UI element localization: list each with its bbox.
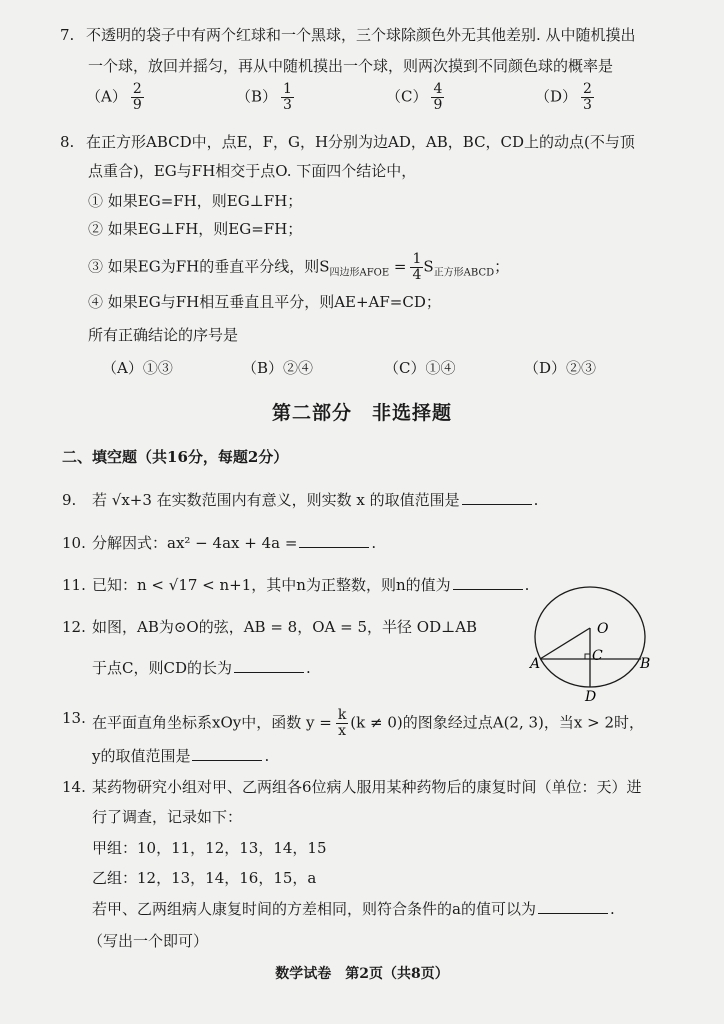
section-title: 第二部分 非选择题 (271, 402, 452, 424)
q8-conclusion-1: ① 如果EG=FH，则EG⊥FH； (88, 192, 303, 210)
q8-option-d: （D）②③ (524, 359, 597, 377)
label-c: C (592, 648, 603, 664)
q7-option-d: （D） $\frac{2}{3}$ (535, 81, 592, 113)
q10-text: 分解因式：ax² − 4ax + 4a = . (92, 534, 377, 552)
q14-line5: 若甲、乙两组病人康复时间的方差相同，则符合条件的a的值可以为 . (92, 900, 615, 918)
q12-line1: 如图，AB为⊙O的弦，AB = 8，OA = 5，半径 OD⊥AB (92, 618, 478, 636)
q8-conclusion-2: ② 如果EG⊥FH，则EG=FH； (88, 220, 303, 238)
q14-group-b: 乙组：12，13，14，16，15，a (92, 869, 317, 887)
q14-group-a: 甲组：10，11，12，13，14，15 (92, 839, 327, 857)
q8-option-c: （C）①④ (384, 359, 456, 377)
q8-conclusion-3: ③ 如果EG为FH的垂直平分线，则$S_{四边形AFOE}$ = $\frac{1}{4}$ $S_{正方形ABCD}$； (88, 251, 510, 283)
q14-line1: 某药物研究小组对甲、乙两组各6位病人服用某种药物后的康复时间（单位：天）进 (92, 778, 642, 796)
q9-number: 9. (62, 491, 77, 509)
label-o: O (597, 621, 609, 637)
q8-number: 8. (60, 133, 75, 151)
page-footer: 数学试卷 第2页（共8页） (275, 966, 449, 982)
q7-option-c: （C） $\frac{4}{9}$ (386, 81, 443, 113)
q13-line2: y的取值范围是 . (92, 747, 270, 765)
q7-option-b: （B） $\frac{1}{3}$ (236, 81, 292, 113)
q7-option-a: （A） $\frac{2}{9}$ (86, 81, 142, 113)
right-angle-mark (585, 654, 590, 659)
q7-line1: 不透明的袋子中有两个红球和一个黑球，三个球除颜色外无其他差别. 从中随机摸出 (86, 26, 636, 44)
q14-number: 14. (62, 778, 86, 796)
q11-number: 11. (62, 576, 86, 594)
q12-number: 12. (62, 618, 86, 636)
q14-note: （写出一个即可） (88, 932, 209, 950)
q8-prompt: 所有正确结论的序号是 (88, 326, 239, 344)
label-a: A (530, 656, 541, 672)
q8-option-a: （A）①③ (102, 359, 173, 377)
q11-text: 已知：n < √17 < n+1，其中n为正整数，则n的值为 . (92, 576, 530, 594)
q8-option-b: （B）②④ (242, 359, 314, 377)
segment-oa (540, 628, 590, 659)
part2-heading: 二、填空题（共16分，每题2分） (62, 448, 289, 466)
q8-line2: 点重合)，EG与FH相交于点O. 下面四个结论中， (88, 162, 417, 180)
q14-line2: 行了调查，记录如下： (92, 808, 243, 826)
q10-number: 10. (62, 534, 86, 552)
q13-number: 13. (62, 709, 86, 727)
q7-number: 7. (60, 26, 75, 44)
q8-conclusion-4: ④ 如果EG与FH相互垂直且平分，则AE+AF=CD； (88, 293, 441, 311)
q13-line1: 在平面直角坐标系xOy中，函数 y = $\frac{k}{x}$ (k ≠ 0)的图象经过点A(2, 3)，当x > 2时， (92, 707, 645, 739)
label-d: D (585, 689, 597, 705)
q9-text: 若 √x+3 在实数范围内有意义，则实数 x 的取值范围是 . (92, 491, 539, 509)
q12-line2: 于点C，则CD的长为 . (92, 659, 311, 677)
q7-line2: 一个球，放回并摇匀，再从中随机摸出一个球，则两次摸到不同颜色球的概率是 (88, 57, 614, 75)
q8-line1: 在正方形ABCD中，点E，F，G，H分别为边AD，AB，BC，CD上的动点(不与顶 (86, 133, 635, 151)
label-b: B (640, 656, 651, 672)
